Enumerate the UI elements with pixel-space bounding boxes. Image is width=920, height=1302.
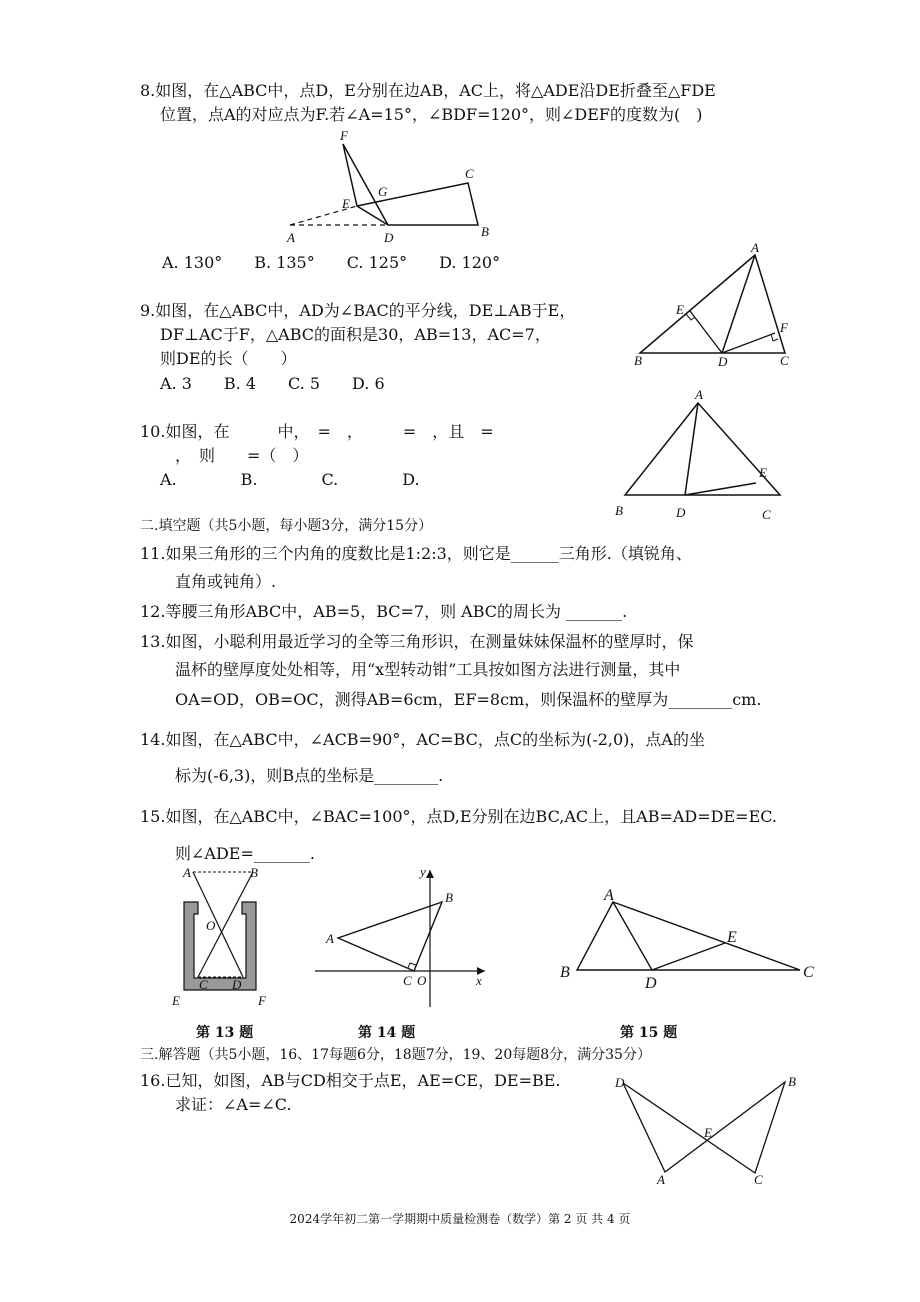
q16-label-b: B	[788, 1074, 796, 1089]
q9-label-f: F	[780, 320, 788, 335]
q13-line1: 13.如图，小聪利用最近学习的全等三角形识，在测量妹妹保温杯的壁厚时，保	[140, 632, 694, 651]
section3-heading: 三.解答题（共5小题，16、17每题6分，18题7分，19、20每题8分，满分35分）	[140, 1047, 651, 1063]
q10-line2: ， 则 =（ ）	[175, 446, 309, 465]
fig15-label-b: B	[560, 964, 570, 981]
q8-label-d: D	[384, 230, 394, 245]
q9-line1: 9.如图，在△ABC中，AD为∠BAC的平分线，DE⊥AB于E，	[140, 301, 576, 320]
q9-line2: DF⊥AC于F，△ABC的面积是30，AB=13，AC=7，	[160, 325, 551, 344]
q8-label-g: G	[378, 184, 388, 199]
q8-label-f: F	[340, 128, 348, 143]
q9-figure	[625, 240, 800, 370]
fig13-label-b: B	[250, 865, 258, 880]
q9-label-a: A	[751, 240, 759, 255]
fig14-label-x: x	[476, 973, 482, 988]
q9-label-e: E	[676, 302, 684, 317]
fig13	[168, 862, 278, 1012]
q10-options: A. B. C. D.	[160, 470, 420, 489]
q8-label-e: E	[342, 196, 350, 211]
q10-figure	[610, 385, 790, 525]
q16-label-e: E	[704, 1125, 712, 1140]
fig14-label-c: C	[403, 973, 412, 988]
fig13-label-c: C	[199, 977, 208, 992]
q16-label-d: D	[615, 1075, 625, 1090]
q11-line1: 11.如果三角形的三个内角的度数比是1:2:3，则它是______三角形.（填锐角、	[140, 544, 692, 563]
section2-heading: 二.填空题（共5小题，每小题3分，满分15分）	[140, 518, 433, 534]
q16-line2: 求证：∠A=∠C.	[175, 1095, 292, 1114]
q14-line2: 标为(-6,3)，则B点的坐标是________.	[175, 766, 444, 785]
q8-options: A. 130° B. 135° C. 125° D. 120°	[162, 253, 501, 272]
q10-label-b: B	[615, 503, 623, 518]
q12-text: 12.等腰三角形ABC中，AB=5，BC=7，则 ABC的周长为 _______.	[140, 602, 628, 621]
q8-figure	[280, 128, 500, 248]
fig15-label-e: E	[727, 929, 737, 946]
fig14-label-a: A	[326, 931, 334, 946]
q9-label-b: B	[634, 353, 642, 368]
fig15-label-c: C	[803, 964, 814, 981]
q8-line1: 8.如图，在△ABC中，点D，E分别在边AB，AC上，将△ADE沿DE折叠至△FDE	[140, 81, 716, 100]
q10-label-d: D	[676, 505, 686, 520]
q8-label-a: A	[287, 230, 295, 245]
q9-options: A. 3 B. 4 C. 5 D. 6	[160, 374, 385, 393]
q13-line3: OA=OD，OB=OC，测得AB=6cm，EF=8cm，则保温杯的壁厚为________cm.	[175, 690, 762, 709]
q10-line1: 10.如图，在 中， = ， = ，且 =	[140, 422, 494, 441]
q9-label-d: D	[718, 354, 728, 369]
fig14-label-b: B	[445, 890, 453, 905]
q15-line1: 15.如图，在△ABC中，∠BAC=100°，点D,E分别在边BC,AC上，且AB=AD=DE=EC.	[140, 807, 778, 826]
caption-q13: 第 13 题	[196, 1025, 254, 1041]
fig14	[310, 862, 495, 1012]
q11-line2: 直角或钝角）.	[175, 572, 277, 591]
fig15-label-d: D	[645, 975, 657, 992]
q16-label-c: C	[754, 1172, 763, 1187]
q16-line1: 16.已知，如图，AB与CD相交于点E，AE=CE，DE=BE.	[140, 1071, 561, 1090]
fig14-label-y: y	[420, 864, 426, 879]
q8-label-b: B	[481, 224, 489, 239]
q10-label-a: A	[695, 387, 703, 402]
q8-label-c: C	[465, 166, 474, 181]
fig13-label-d: D	[232, 977, 242, 992]
fig13-label-o: O	[206, 918, 216, 933]
fig15	[555, 880, 825, 992]
caption-q15: 第 15 题	[620, 1025, 678, 1041]
q16-label-a: A	[657, 1172, 665, 1187]
q13-line2: 温杯的壁厚度处处相等，用“x型转动钳”工具按如图方法进行测量，其中	[175, 660, 681, 679]
fig13-label-a: A	[183, 865, 191, 880]
fig14-label-o: O	[417, 973, 427, 988]
fig13-label-e: E	[172, 993, 180, 1008]
page-footer: 2024学年初二第一学期期中质量检测卷（数学）第 2 页 共 4 页	[289, 1212, 631, 1226]
q10-label-e: E	[759, 465, 767, 480]
q16-figure	[605, 1070, 805, 1188]
q15-line2: 则∠ADE=_______.	[175, 844, 315, 863]
q8-line2: 位置，点A的对应点为F.若∠A=15°，∠BDF=120°，则∠DEF的度数为( )	[160, 105, 703, 124]
fig13-label-f: F	[258, 993, 266, 1008]
q9-label-c: C	[780, 353, 789, 368]
q10-label-c: C	[762, 507, 771, 522]
fig15-label-a: A	[604, 887, 614, 904]
q9-line3: 则DE的长（ ）	[160, 349, 297, 368]
q14-line1: 14.如图，在△ABC中，∠ACB=90°，AC=BC，点C的坐标为(-2,0)，点A的坐	[140, 730, 705, 749]
caption-q14: 第 14 题	[358, 1025, 416, 1041]
